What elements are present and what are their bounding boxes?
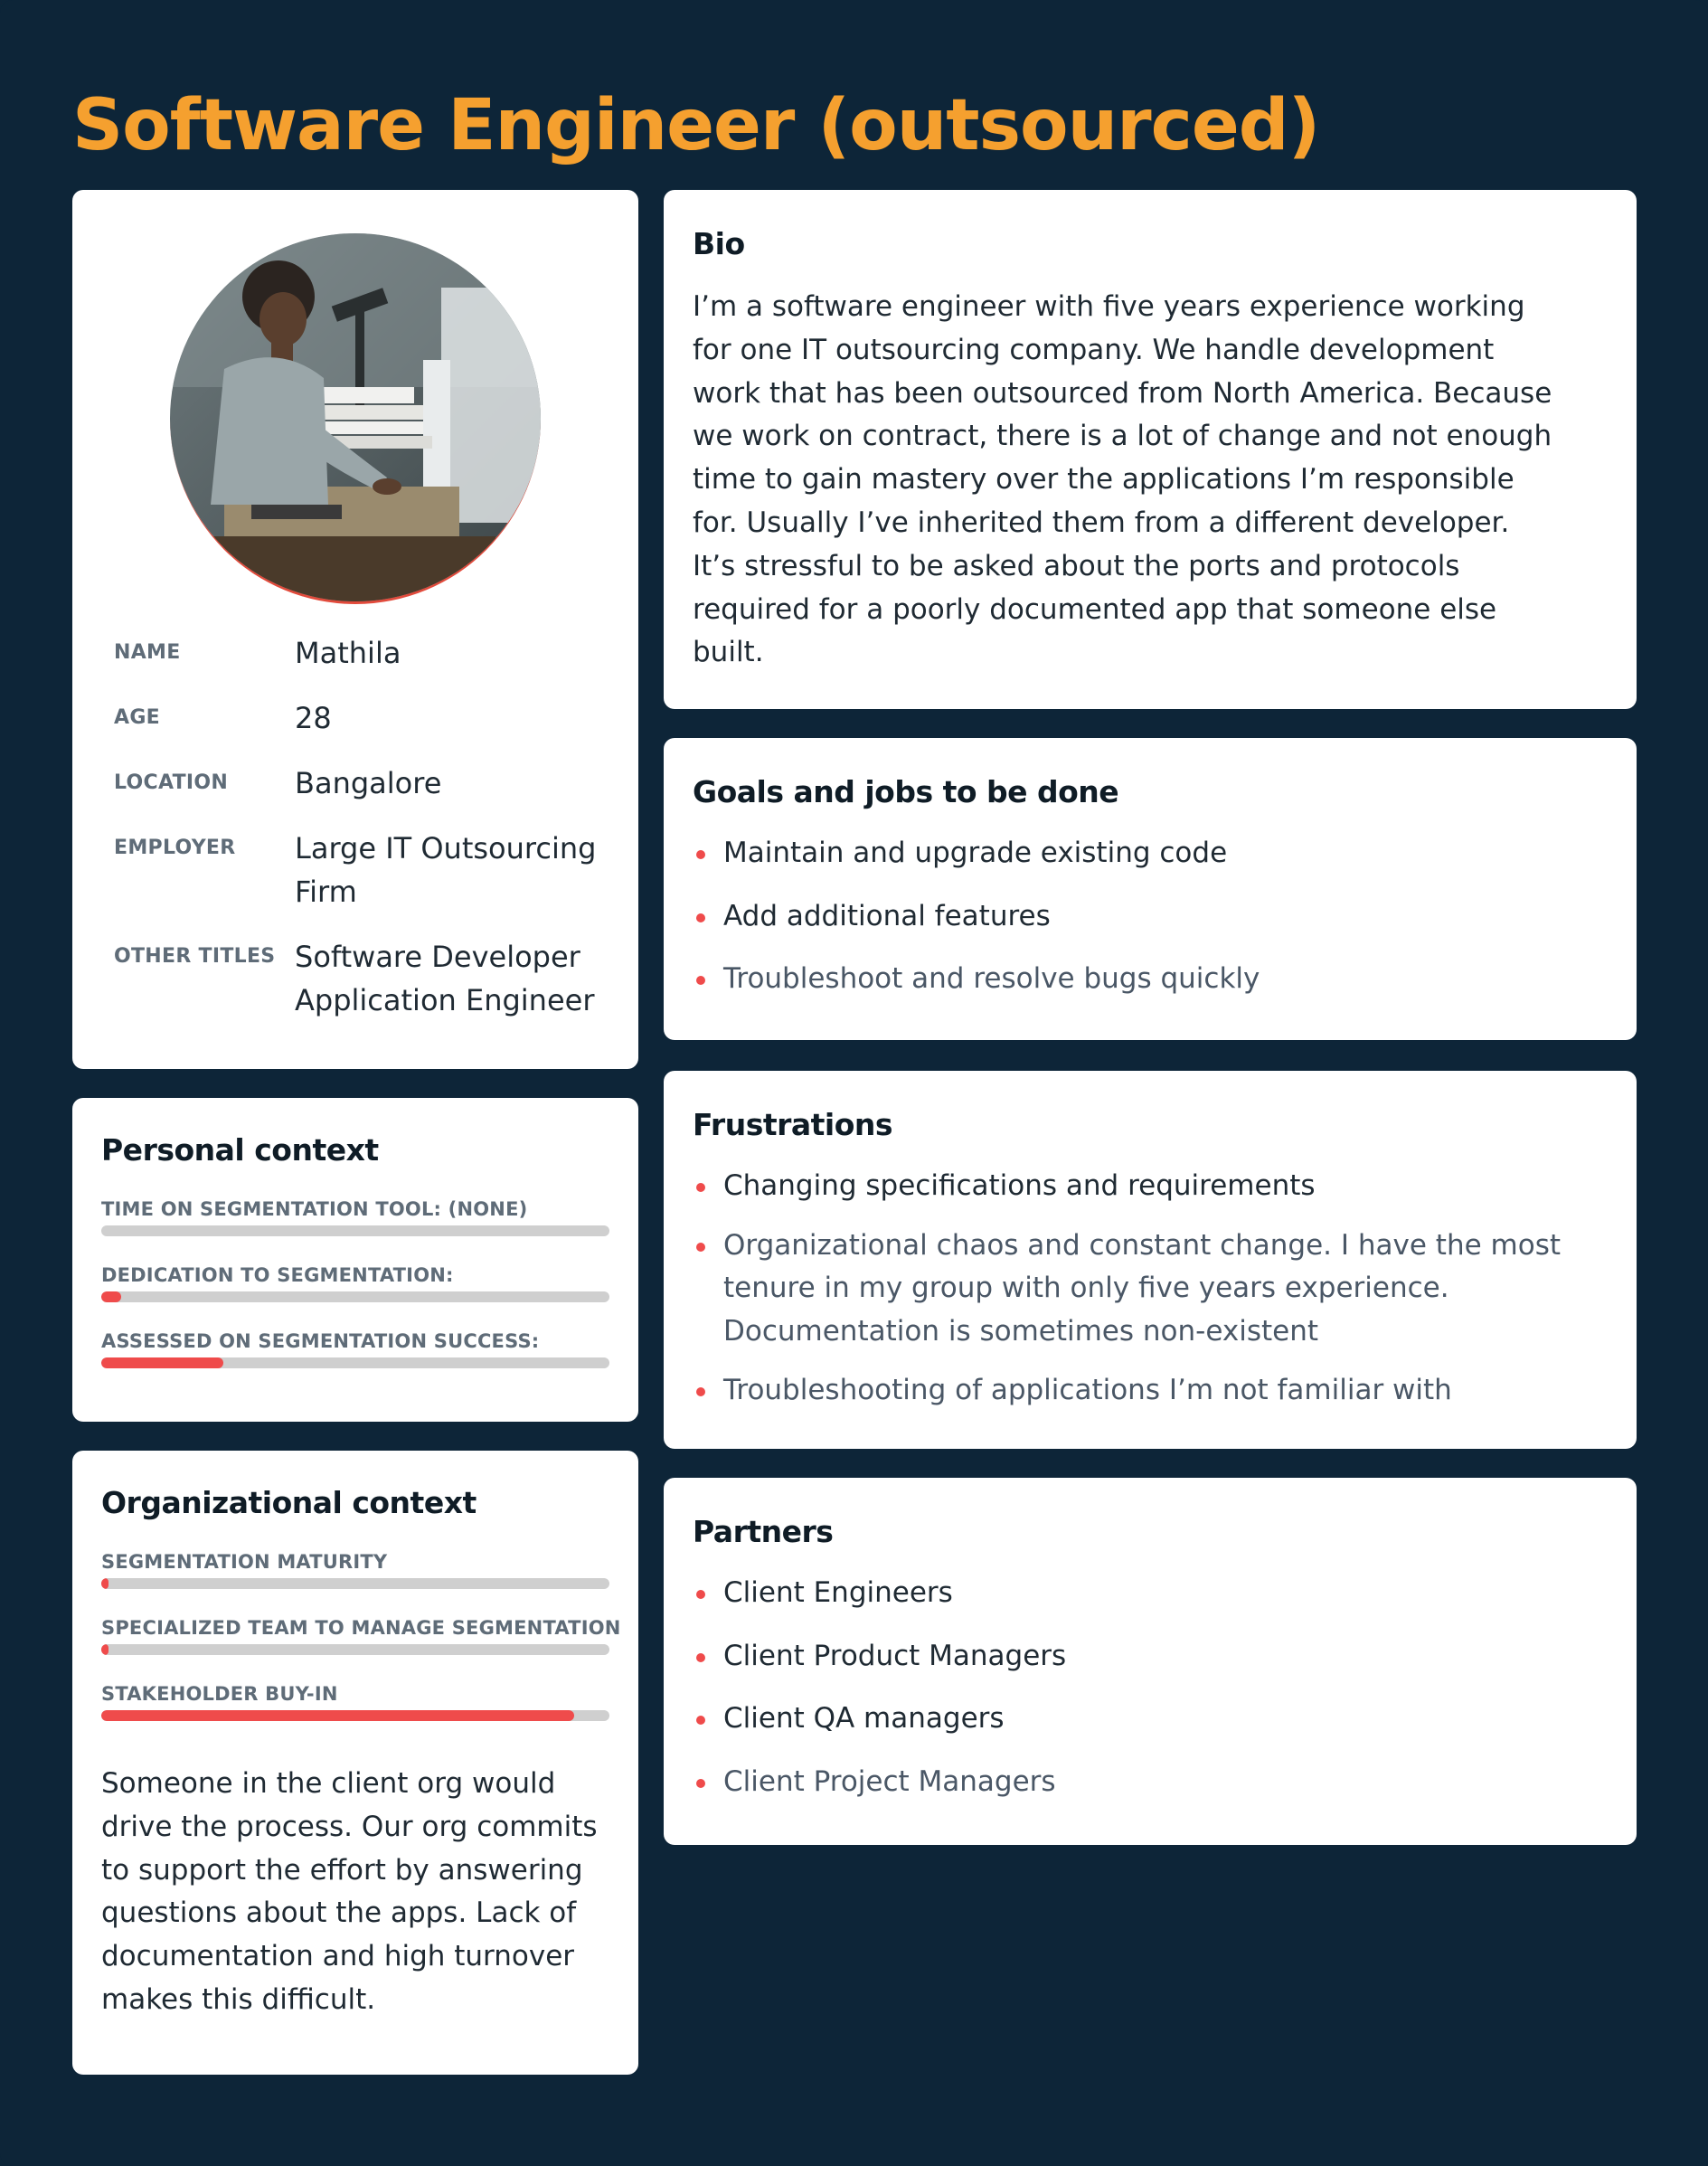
- partners-list: [693, 1572, 1608, 1803]
- bullet-dot-icon: [696, 850, 705, 859]
- meter-track: [101, 1291, 609, 1302]
- meter-track: [101, 1710, 609, 1721]
- personal-context-card: [72, 1098, 638, 1422]
- info-value: Software Developer Application Engineer: [295, 940, 595, 1017]
- bullet-dot-icon: [696, 976, 705, 985]
- organizational-context-card: [72, 1451, 638, 2075]
- partners-card: [664, 1478, 1637, 1845]
- page-title: Software Engineer (outsourced): [72, 85, 1320, 166]
- meter-track: [101, 1357, 609, 1368]
- meter-dedication: [101, 1263, 609, 1302]
- avatar: [170, 233, 541, 604]
- list-item-text: Changing specifications and requirements: [723, 1169, 1316, 1202]
- list-item-text: Maintain and upgrade existing code: [723, 837, 1228, 869]
- bio-card: [664, 190, 1637, 709]
- profile-card: [72, 190, 638, 1069]
- list-item-text: Client Project Managers: [723, 1764, 1056, 1798]
- goals-card: [664, 738, 1637, 1040]
- meter-stakeholder-buy-in: [101, 1682, 609, 1721]
- meter-fill: [101, 1291, 121, 1302]
- organizational-context-paragraph: Someone in the client org would drive the process. Our org commits to support the effort by answering questions about the apps. Lack of documentation and high turnover makes this difficult.: [101, 1767, 598, 2016]
- meter-track: [101, 1644, 609, 1655]
- list-item: [693, 1225, 1608, 1354]
- info-row-age: [114, 696, 620, 740]
- meter-label: STAKEHOLDER BUY-IN: [101, 1683, 338, 1705]
- info-row-employer: [114, 827, 620, 913]
- meter-assessed-success: [101, 1329, 609, 1368]
- info-value: 28: [295, 701, 332, 735]
- meter-fill: [101, 1578, 109, 1589]
- frustrations-card: [664, 1071, 1637, 1449]
- meter-segmentation-maturity: [101, 1550, 609, 1589]
- meter-label: DEDICATION TO SEGMENTATION:: [101, 1264, 454, 1286]
- list-item: [693, 958, 1608, 1001]
- partners-title: Partners: [693, 1514, 834, 1549]
- bullet-dot-icon: [696, 1590, 705, 1599]
- info-value: Mathila: [295, 636, 401, 670]
- meter-specialized-team: [101, 1616, 621, 1655]
- list-item: [693, 1165, 1608, 1208]
- list-item: [693, 832, 1608, 875]
- bullet-dot-icon: [696, 1716, 705, 1725]
- frustrations-title: Frustrations: [693, 1107, 893, 1142]
- info-label: AGE: [114, 706, 161, 729]
- meter-fill: [101, 1644, 109, 1655]
- organizational-context-title: Organizational context: [101, 1485, 477, 1520]
- personal-context-title: Personal context: [101, 1132, 379, 1168]
- meter-fill: [101, 1710, 574, 1721]
- bio-text: I’m a software engineer with five years experience working for one IT outsourcing company. We handle development work that has been outsourced from North America. Because we work on contract, there is a lot of change and not enough time to gain mastery over the applications I’m responsible for. Usually I’ve inherited them from a different developer. It’s stressful to be asked about the ports and protocols required for a poorly documented app that someone else built.: [693, 290, 1552, 669]
- goals-title: Goals and jobs to be done: [693, 774, 1119, 809]
- bullet-dot-icon: [696, 1183, 705, 1192]
- list-item: [693, 1698, 1608, 1741]
- list-item-text: Add additional features: [723, 899, 1051, 932]
- profile-info: [114, 631, 620, 1044]
- info-label: LOCATION: [114, 771, 229, 794]
- list-item-text: Client Engineers: [723, 1576, 953, 1609]
- info-row-location: [114, 761, 620, 805]
- info-label: EMPLOYER: [114, 837, 236, 859]
- bullet-dot-icon: [696, 1779, 705, 1788]
- meter-fill: [101, 1357, 223, 1368]
- bullet-dot-icon: [696, 913, 705, 922]
- list-item-text: Troubleshooting of applications I’m not familiar with: [723, 1374, 1452, 1406]
- info-label: NAME: [114, 641, 181, 664]
- bullet-dot-icon: [696, 1387, 705, 1396]
- info-value: Large IT Outsourcing Firm: [295, 831, 597, 909]
- info-value: Bangalore: [295, 766, 442, 800]
- meter-label: TIME ON SEGMENTATION TOOL: (NONE): [101, 1198, 528, 1220]
- list-item-text: Client QA managers: [723, 1702, 1005, 1735]
- profile-photo: [170, 233, 541, 604]
- bullet-dot-icon: [696, 1653, 705, 1662]
- list-item: [693, 895, 1608, 939]
- meter-track: [101, 1225, 609, 1236]
- list-item-text: Client Product Managers: [723, 1639, 1067, 1672]
- info-row-name: [114, 631, 620, 675]
- info-label: OTHER TITLES: [114, 945, 276, 968]
- list-item: [693, 1572, 1608, 1615]
- meter-label: ASSESSED ON SEGMENTATION SUCCESS:: [101, 1330, 540, 1352]
- list-item-text: Troubleshoot and resolve bugs quickly: [723, 962, 1260, 995]
- info-row-other-titles: [114, 935, 620, 1022]
- meter-label: SEGMENTATION MATURITY: [101, 1551, 388, 1573]
- bio-title: Bio: [693, 226, 745, 261]
- list-item: [693, 1369, 1608, 1413]
- meter-track: [101, 1578, 609, 1589]
- frustrations-list: [693, 1165, 1608, 1413]
- meter-label: SPECIALIZED TEAM TO MANAGE SEGMENTATION: [101, 1617, 621, 1639]
- meter-time-on-tool: [101, 1197, 609, 1236]
- list-item: [693, 1635, 1608, 1679]
- goals-list: [693, 832, 1608, 1001]
- bullet-dot-icon: [696, 1243, 705, 1252]
- list-item: [693, 1761, 1608, 1804]
- list-item-text: Organizational chaos and constant change. I have the most tenure in my group with only five years experience. Documentation is sometimes non-existent: [723, 1228, 1562, 1348]
